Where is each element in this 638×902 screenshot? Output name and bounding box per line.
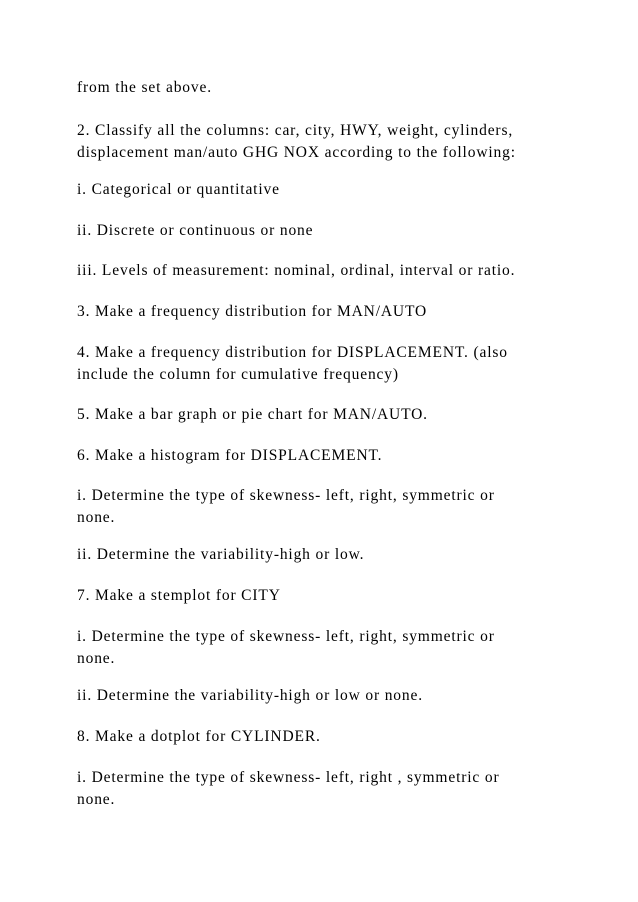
text-line-item-6-ii: ii. Determine the variability-high or low. xyxy=(77,546,365,563)
text-line-item-2-cont: displacement man/auto GHG NOX according to the following: xyxy=(77,144,516,161)
text-line-item-7-i: i. Determine the type of skewness- left, right, symmetric or xyxy=(77,628,495,645)
text-line-item-2-ii: ii. Discrete or continuous or none xyxy=(77,222,314,239)
text-line-item-4-cont: include the column for cumulative frequency) xyxy=(77,366,399,383)
text-line-item-8: 8. Make a dotplot for CYLINDER. xyxy=(77,728,321,745)
text-line-item-8-i: i. Determine the type of skewness- left, right , symmetric or xyxy=(77,769,500,786)
text-line-item-8-i-cont: none. xyxy=(77,791,116,808)
text-line-item-6: 6. Make a histogram for DISPLACEMENT. xyxy=(77,447,383,464)
text-line-item-7: 7. Make a stemplot for CITY xyxy=(77,587,281,604)
text-line-item-5: 5. Make a bar graph or pie chart for MAN/AUTO. xyxy=(77,406,428,423)
text-line-item-7-ii: ii. Determine the variability-high or low or none. xyxy=(77,687,423,704)
text-line-continuation: from the set above. xyxy=(77,79,212,96)
text-line-item-6-i: i. Determine the type of skewness- left, right, symmetric or xyxy=(77,487,495,504)
text-line-item-6-i-cont: none. xyxy=(77,509,116,526)
text-line-item-2-i: i. Categorical or quantitative xyxy=(77,181,280,198)
text-line-item-2: 2. Classify all the columns: car, city, HWY, weight, cylinders, xyxy=(77,122,514,139)
text-line-item-4: 4. Make a frequency distribution for DISPLACEMENT. (also xyxy=(77,344,508,361)
text-line-item-2-iii: iii. Levels of measurement: nominal, ordinal, interval or ratio. xyxy=(77,262,516,279)
text-line-item-3: 3. Make a frequency distribution for MAN/AUTO xyxy=(77,303,428,320)
text-line-item-7-i-cont: none. xyxy=(77,650,116,667)
